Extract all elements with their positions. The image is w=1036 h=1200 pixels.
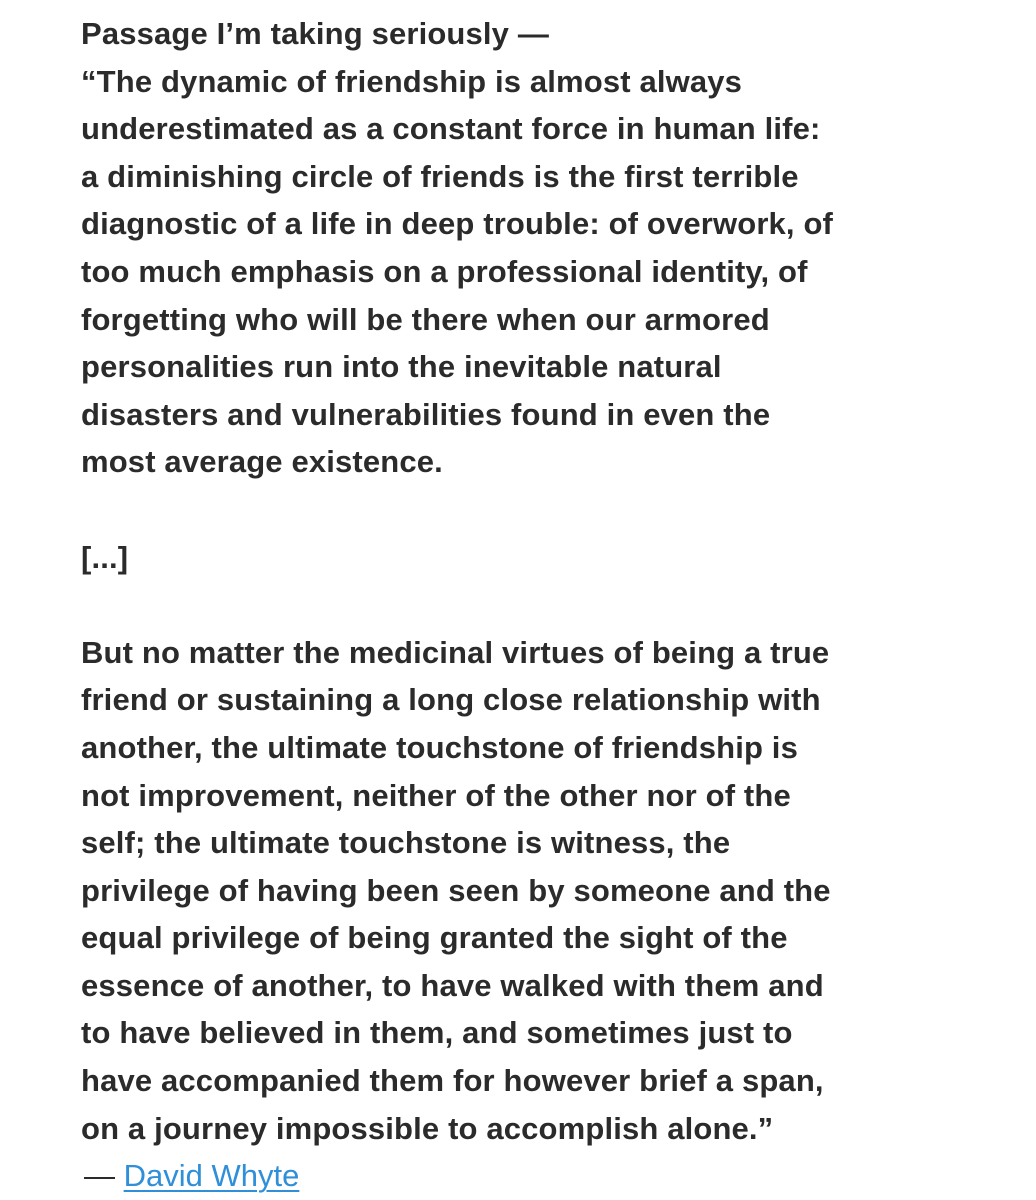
quote-line: privilege of having been seen by someone and the [81,872,831,908]
quote-line: underestimated as a constant force in human life: [81,111,821,147]
quote-line: have accompanied them for however brief a span, [81,1063,824,1099]
quote-line: essence of another, to have walked with them and [81,967,824,1003]
quote-line: forgetting who will be there when our armored [81,301,770,337]
attribution-dash: — [84,1158,124,1194]
quote-paragraph-2 [81,629,981,1153]
quote-line: a diminishing circle of friends is the first terrible [81,158,799,194]
quote-line: disasters and vulnerabilities found in even the [81,396,771,432]
attribution [84,1152,981,1200]
note-body [81,10,981,1200]
quote-paragraph-1 [81,58,981,486]
quote-line: friend or sustaining a long close relationship with [81,682,821,718]
quote-line: equal privilege of being granted the sight of the [81,920,788,956]
quote-line: But no matter the medicinal virtues of being a true [81,634,830,670]
note-heading: Passage I’m taking seriously — [81,16,549,51]
quote-line: “The dynamic of friendship is almost always [81,63,743,99]
author-link[interactable]: David Whyte [123,1158,300,1194]
paragraph-gap [81,581,981,629]
quote-line: personalities run into the inevitable natural [81,349,722,385]
quote-line: too much emphasis on a professional identity, of [81,253,808,289]
quote-line: self; the ultimate touchstone is witness, the [81,825,731,861]
quote-line: most average existence. [81,444,443,480]
quote-line: to have believed in them, and sometimes just to [81,1015,793,1051]
paragraph-gap [81,486,981,534]
ellipsis-marker: [...] [81,539,129,575]
quote-line: diagnostic of a life in deep trouble: of overwork, of [81,206,834,242]
quote-line: on a journey impossible to accomplish alone.” [81,1110,774,1146]
quote-line: another, the ultimate touchstone of friendship is [81,729,798,765]
quote-line: not improvement, neither of the other nor of the [81,777,791,813]
